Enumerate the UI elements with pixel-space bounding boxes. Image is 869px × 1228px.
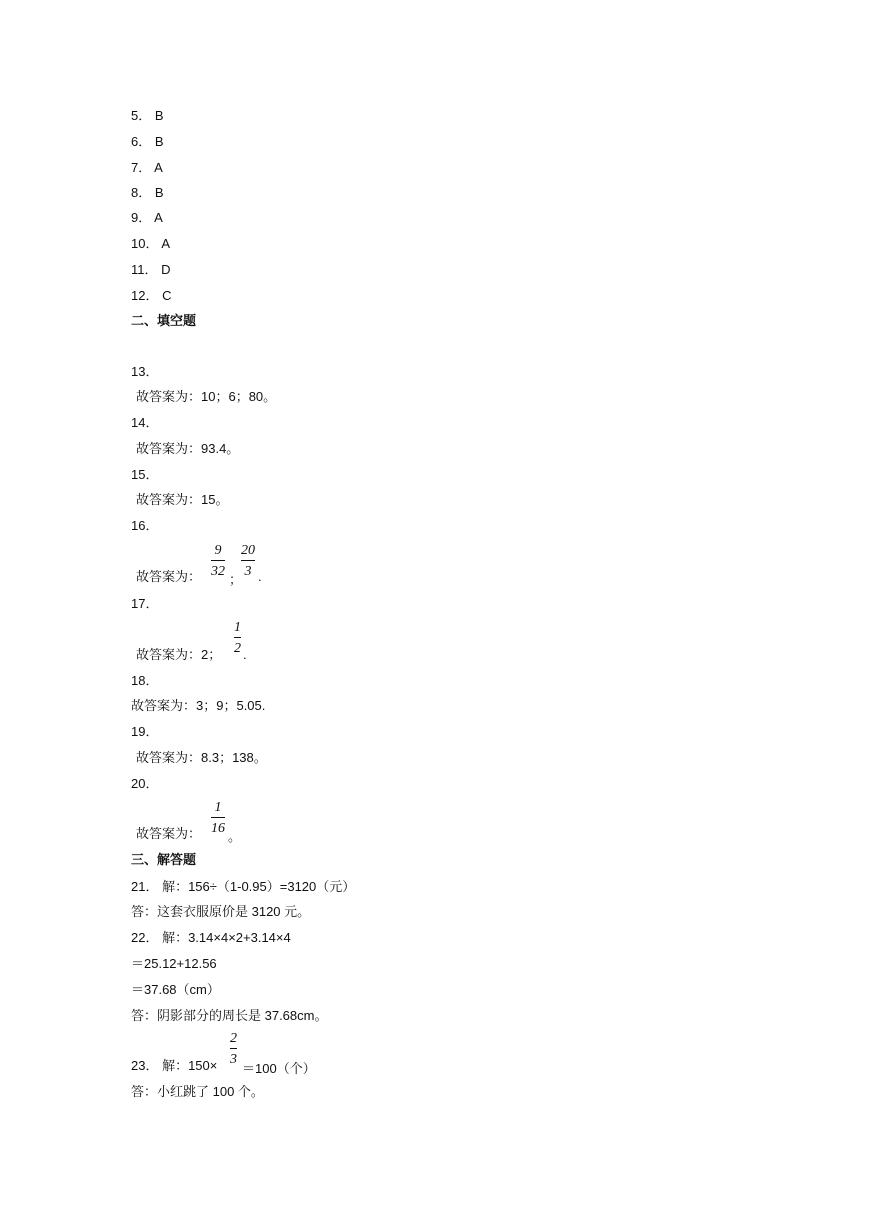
answer-16-prefix: 故答案为： (136, 569, 202, 584)
fraction-20-3 (241, 543, 255, 579)
choice-answer-11 (131, 262, 171, 278)
fraction-bar (211, 560, 225, 561)
choice-answer-9 (131, 210, 163, 226)
fraction-1-2 (234, 620, 241, 656)
answer-20-prefix: 故答案为： (136, 826, 202, 841)
fraction-denominator: 2 (234, 641, 241, 656)
answer-17-end: . (243, 647, 247, 662)
answer-letter: A (161, 236, 171, 251)
answer-16-separator: ； (229, 572, 243, 587)
answer-letter: C (162, 288, 172, 303)
answer-16-end: . (258, 569, 262, 584)
question-number: 6． (131, 134, 152, 149)
fraction-denominator: 3 (230, 1052, 237, 1067)
choice-answer-7 (131, 160, 163, 176)
question-number: 9． (131, 210, 152, 225)
answer-13: 故答案为：10；6；80。 (136, 389, 277, 404)
solution-22-line2: ＝25.12+12.56 (131, 956, 217, 971)
solution-22-answer: 答：阴影部分的周长是 37.68cm。 (131, 1008, 328, 1023)
question-number-15: 15． (131, 467, 159, 482)
answer-letter: B (154, 185, 164, 200)
question-number-13: 13． (131, 364, 159, 379)
fraction-bar (211, 817, 225, 818)
question-number-19: 19． (131, 724, 159, 739)
question-number-17: 17． (131, 596, 159, 611)
fraction-bar (234, 637, 241, 638)
question-number-16: 16． (131, 518, 159, 533)
fraction-bar (230, 1048, 237, 1049)
fraction-denominator: 16 (211, 821, 225, 836)
question-number: 12． (131, 288, 159, 303)
solution-23-answer: 答：小红跳了 100 个。 (131, 1084, 264, 1099)
answer-letter: A (154, 160, 163, 175)
question-number: 8． (131, 185, 152, 200)
choice-answer-8 (131, 185, 164, 201)
section-heading-solve: 三、解答题 (131, 853, 197, 868)
answer-letter: A (154, 210, 163, 225)
question-number-18: 18． (131, 673, 159, 688)
question-number: 11． (131, 262, 158, 277)
answer-20-end: 。 (228, 829, 242, 844)
answer-letter: B (154, 134, 164, 149)
fraction-numerator: 20 (241, 543, 255, 558)
solution-21-line1: 21． 解：156÷（1-0.95）=3120（元） (131, 879, 356, 894)
fraction-denominator: 3 (244, 564, 252, 579)
solution-22-line3: ＝37.68（cm） (131, 982, 220, 997)
fraction-denominator: 32 (211, 564, 225, 579)
choice-answer-12 (131, 288, 171, 304)
section-heading-fill-in: 二、填空题 (131, 314, 197, 329)
answer-14: 故答案为：93.4。 (136, 441, 240, 456)
fraction-2-3 (230, 1031, 237, 1067)
answer-17-prefix: 故答案为：2； (136, 647, 222, 662)
fraction-9-32 (211, 543, 225, 579)
choice-answer-10 (131, 236, 170, 252)
answer-18: 故答案为：3；9；5.05. (131, 698, 266, 713)
solution-23-prefix: 23． 解：150× (131, 1058, 218, 1073)
fraction-bar (241, 560, 255, 561)
fraction-1-16 (211, 800, 225, 836)
question-number-20: 20． (131, 776, 159, 791)
solution-23-suffix: ＝100（个） (242, 1061, 316, 1076)
fraction-numerator: 9 (214, 543, 222, 558)
fraction-numerator: 2 (230, 1031, 237, 1046)
fraction-numerator: 1 (214, 800, 222, 815)
fraction-numerator: 1 (234, 620, 241, 635)
question-number: 5． (131, 108, 152, 123)
question-number: 10． (131, 236, 159, 251)
choice-answer-6 (131, 134, 164, 150)
answer-15: 故答案为：15。 (136, 492, 229, 507)
answer-letter: D (161, 262, 171, 277)
question-number: 7． (131, 160, 152, 175)
solution-22-line1: 22． 解：3.14×4×2+3.14×4 (131, 930, 291, 945)
choice-answer-5 (131, 108, 164, 124)
solution-21-answer: 答：这套衣服原价是 3120 元。 (131, 904, 311, 919)
answer-letter: B (154, 108, 164, 123)
answer-19: 故答案为：8.3；138。 (136, 750, 267, 765)
question-number-14: 14． (131, 415, 159, 430)
